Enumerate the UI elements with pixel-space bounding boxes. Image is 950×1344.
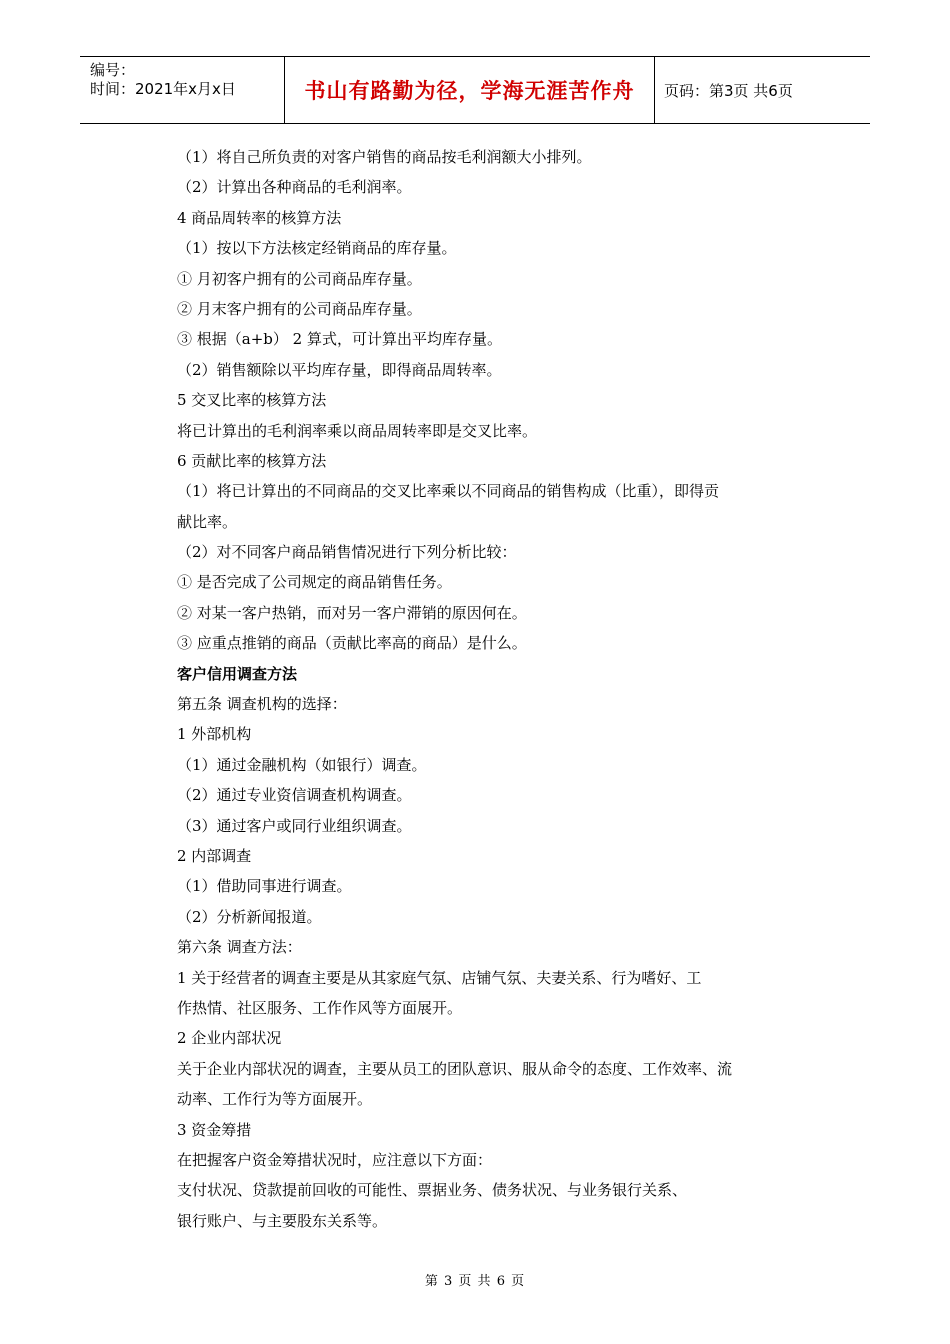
header-motto: 书山有路勤为径，学海无涯苦作舟 xyxy=(284,57,655,123)
text-line: 献比率。 xyxy=(177,512,238,531)
text-line: （1）借助同事进行调查。 xyxy=(177,877,352,896)
text-line: 将已计算出的毛利润率乘以商品周转率即是交叉比率。 xyxy=(177,421,538,440)
text-line: ② 月末客户拥有的公司商品库存量。 xyxy=(177,299,422,318)
text-line: ③ 根据（a+b） 2 算式，可计算出平均库存量。 xyxy=(177,330,502,349)
section-heading: 客户信用调查方法 xyxy=(177,664,298,683)
text-line: 在把握客户资金筹措状况时，应注意以下方面： xyxy=(177,1150,493,1169)
header-time: 时间：2021年x月x日 xyxy=(90,80,236,98)
text-line: （1）通过金融机构（如银行）调查。 xyxy=(177,755,427,774)
text-line: 第六条 调查方法： xyxy=(177,938,302,957)
text-line: （2）销售额除以平均库存量，即得商品周转率。 xyxy=(177,360,502,379)
text-line: 支付状况、贷款提前回收的可能性、票据业务、债务状况、与业务银行关系、 xyxy=(177,1181,688,1200)
page-header xyxy=(80,56,870,124)
text-line: （1）将已计算出的不同商品的交叉比率乘以不同商品的销售构成（比重），即得贡 xyxy=(177,482,720,501)
text-line: ② 对某一客户热销，而对另一客户滞销的原因何在。 xyxy=(177,603,527,622)
text-line: （1）将自己所负责的对客户销售的商品按毛利润额大小排列。 xyxy=(177,148,592,166)
text-line: （2）分析新闻报道。 xyxy=(177,907,322,926)
text-line: 2 内部调查 xyxy=(177,846,252,865)
text-line: 银行账户、与主要股东关系等。 xyxy=(177,1211,388,1230)
text-line: 1 外部机构 xyxy=(177,725,252,744)
text-line: 4 商品周转率的核算方法 xyxy=(177,208,342,227)
page-footer: 第 3 页 共 6 页 xyxy=(424,1274,526,1289)
text-line: ① 是否完成了公司规定的商品销售任务。 xyxy=(177,573,452,592)
text-line: （3）通过客户或同行业组织调查。 xyxy=(177,816,412,835)
text-line: 6 贡献比率的核算方法 xyxy=(177,451,327,470)
text-line: ③ 应重点推销的商品（贡献比率高的商品）是什么。 xyxy=(177,634,527,653)
text-line: 动率、工作行为等方面展开。 xyxy=(177,1090,373,1109)
text-line: 2 企业内部状况 xyxy=(177,1029,282,1048)
text-line: 关于企业内部状况的调查，主要从员工的团队意识、服从命令的态度、工作效率、流 xyxy=(177,1059,733,1078)
header-meta xyxy=(80,57,284,123)
text-line: 3 资金筹措 xyxy=(177,1120,252,1139)
text-line: （2）计算出各种商品的毛利润率。 xyxy=(177,178,412,197)
text-line: 作热情、社区服务、工作作风等方面展开。 xyxy=(177,998,463,1017)
text-line: 第五条 调查机构的选择： xyxy=(177,695,347,714)
text-line: （1）按以下方法核定经销商品的库存量。 xyxy=(177,239,457,258)
header-number: 编号： xyxy=(90,61,136,79)
document-body xyxy=(177,142,807,1236)
text-line: （2）对不同客户商品销售情况进行下列分析比较： xyxy=(177,543,517,562)
text-line: 5 交叉比率的核算方法 xyxy=(177,391,327,410)
text-line: ① 月初客户拥有的公司商品库存量。 xyxy=(177,269,422,288)
header-page-info: 页码：第3页 共6页 xyxy=(664,81,793,100)
text-line: （2）通过专业资信调查机构调查。 xyxy=(177,786,412,805)
text-line: 1 关于经营者的调查主要是从其家庭气氛、店铺气氛、夫妻关系、行为嗜好、工 xyxy=(177,968,702,987)
